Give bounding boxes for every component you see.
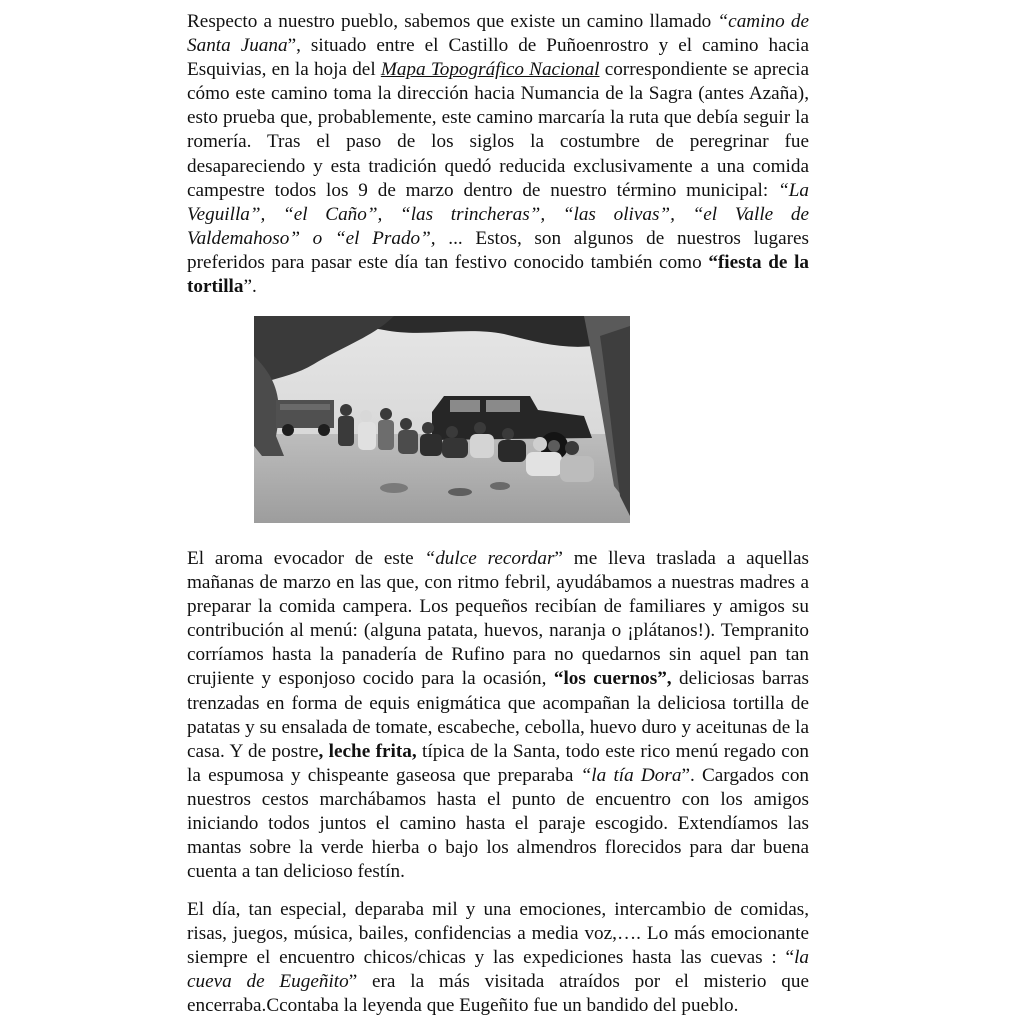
p2-leche-frita: , leche frita, (318, 740, 417, 762)
paragraph-2 (187, 547, 809, 884)
p2-text-5: ”. Cargados con nuestros cestos marchábamos hasta el punto de encuentro con los amigos iniciando todos juntos el camino hasta el paraje escogido. Extendíamos las mantas sobre la verde hierba o bajo los almendros florecidos para dar buena cuenta a tan delicioso festín. (187, 764, 810, 883)
p1-camino-name: “camino de Santa Juana (187, 11, 809, 57)
p3-text-2: ” era la más visitada atraídos por el misterio que encerraba.Ccontaba la leyenda que Eugeñito fue un bandido del pueblo. (187, 971, 810, 1017)
p2-quote-tia-dora: “la tía Dora (580, 764, 682, 786)
p2-los-cuernos: “los cuernos”, (553, 668, 672, 690)
p2-text-3: deliciosas barras trenzadas en forma de equis enigmática que acompañan la deliciosa tortilla de patatas y su ensalada de tomate, escabeche, cebolla, huevo duro y aceitunas de la casa. Y de postre (187, 668, 809, 762)
paragraph-3 (187, 898, 809, 1018)
p1-text-4: ... Estos, son algunos de nuestros lugares preferidos para pasar este día tan festivo conocido también como (187, 227, 809, 273)
p1-text-3: correspondiente se aprecia cómo este camino toma la dirección hacia Numancia de la Sagra (antes Azaña), esto prueba que, probablemente, este camino marcaría la ruta que debía seguir la romería. Tras el paso de los siglos la costumbre de peregrinar fue desapareciendo y esta tradición quedó reducida exclusivamente a una comida campestre todos los 9 de marzo dentro de nuestro término municipal: (187, 59, 809, 201)
p2-text-4: típica de la Santa, todo este rico menú regado con la espumosa y chispeante gaseosa que preparaba (187, 740, 810, 786)
p2-quote-dulce-recordar: “dulce recordar (424, 548, 555, 569)
p3-text-1: El día, tan especial, deparaba mil y una emociones, intercambio de comidas, risas, juegos, música, bailes, confidencias a media voz,…. Lo más emocionante siempre el encuentro chicos/chicas y las expediciones hasta las cuevas : “ (187, 899, 809, 969)
p3-cueva-name: la cueva de Eugeñito (187, 947, 809, 993)
p1-fiesta-name: “fiesta de la tortilla (187, 251, 809, 298)
p1-place-names: “La Veguilla”, “el Caño”, “las trincheras”, “las olivas”, “el Valle de Valdemahoso” o “el Prado”, (187, 179, 809, 249)
p1-map-reference: Mapa Topográfico Nacional (380, 59, 600, 81)
paragraph-1 (187, 10, 809, 299)
p1-text-1: Respecto a nuestro pueblo, sabemos que existe un camino llamado (187, 11, 718, 32)
p2-text-1: El aroma evocador de este (187, 548, 425, 569)
picnic-photo (254, 316, 630, 523)
p1-text-2: ”, situado entre el Castillo de Puñoenrostro y el camino hacia Esquivias, en la hoja del (187, 35, 809, 81)
p2-text-2: ” me lleva traslada a aquellas mañanas de marzo en las que, con ritmo febril, ayudábamos a nuestras madres a preparar la comida campera. Los pequeños recibían de familiares y amigos su contribución al menú: (alguna patata, huevos, naranja o ¡plátanos!). Tempranito corríamos hasta la panadería de Rufino para no quedarnos sin aquel pan tan crujiente y esponjoso cocido para la ocasión, (187, 548, 809, 690)
p1-text-5: ”. (243, 276, 257, 298)
